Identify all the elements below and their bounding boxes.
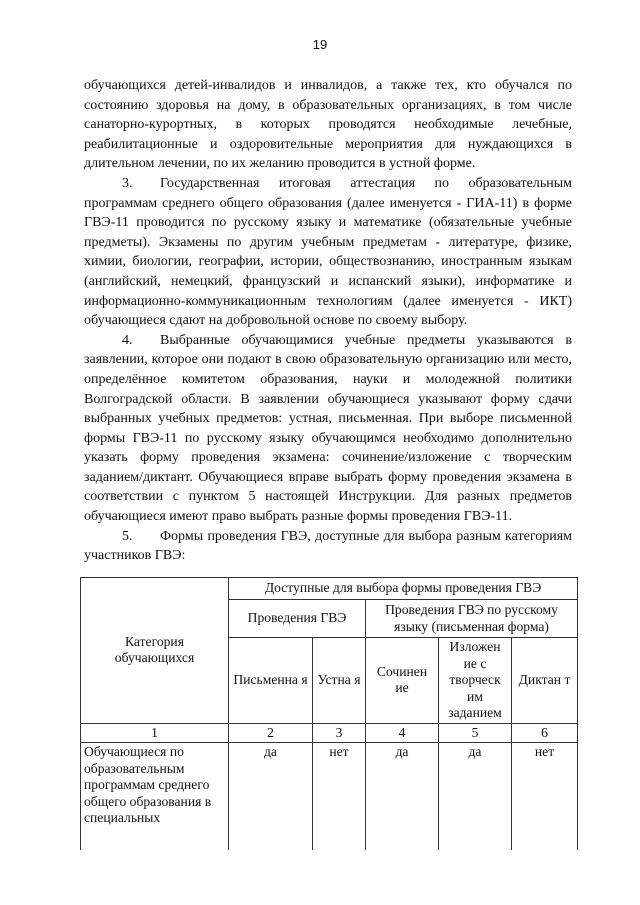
value-cell: нет [512,743,578,850]
body-text [84,76,572,566]
paragraph-4 [84,331,572,527]
column-header-essay: Сочинен ие [366,638,439,724]
value-cell: да [366,743,439,850]
exam-forms-table [80,577,578,850]
paragraph-number: 5. [122,528,133,544]
value-cell: да [229,743,313,850]
column-number: 2 [229,723,313,743]
column-header-exposition: Изложен ие с творческ им заданием [439,638,512,724]
paragraph-continuation: обучающихся детей-инвалидов и инвалидов, а также тех, кто обучался по состоянию здоровья на дому, в образовательных организациях, в том числе санаторно-курортных, в которых проводятся необходимые лечебные, реабилитационные и оздоровительные мероприятия для нуждающихся в длительном лечении, по их желанию проводится в устной форме. [84,78,572,172]
column-number: 3 [313,723,366,743]
category-cell: Обучающиеся по образовательным программам среднего общего образования в специальных [81,743,229,850]
paragraph-5 [84,527,572,566]
column-header-written: Письменна я [229,638,313,724]
gve-header: Проведения ГВЭ [229,600,366,638]
column-header-dictation: Диктан т [512,638,578,724]
paragraph-number: 4. [122,332,133,348]
column-header-oral: Устна я [313,638,366,724]
column-number: 4 [366,723,439,743]
column-number: 5 [439,723,512,743]
column-number: 6 [512,723,578,743]
column-number: 1 [81,723,229,743]
paragraph-text: Государственная итоговая аттестация по образовательным программам среднего общего образования (далее именуется - ГИА-11) в форме ГВЭ-11 проводится по русскому языку и математике (обязательные учебные предметы). Экзамены по другим учебным предметам - литературе, физике, химии, биологии, географии, истории, обществознанию, иностранным языкам (английский, немецкий, французский и испанский языки), информатике и информационно-коммуникационным технологиям (далее именуется - ИКТ) обучающиеся сдают на добровольной основе по своему выбору. [84,175,572,329]
value-cell: да [439,743,512,850]
paragraph-text: Выбранные обучающимися учебные предметы указываются в заявлении, которое они подают в свою образовательную организацию или место, определённое комитетом образования, науки и молодежной политики Волгоградской области. В заявлении обучающиеся указывают форму сдачи выбранных учебных предметов: устная, письменная. При выборе письменной формы ГВЭ-11 по русскому языку обучающимся необходимо дополнительно указать форму проведения экзамена: сочинение/изложение с творческим заданием/диктант. Обучающиеся вправе выбрать форму проведения экзамена в соответствии с пунктом 5 настоящей Инструкции. Для разных предметов обучающиеся имеют право выбрать разные формы проведения ГВЭ-11. [84,332,572,525]
paragraph-number: 3. [122,175,133,191]
forms-header: Доступные для выбора формы проведения ГВЭ [229,578,578,600]
russian-header: Проведения ГВЭ по русскому языку (письменная форма) [366,600,578,638]
paragraph-text: Формы проведения ГВЭ, доступные для выбора разным категориям участников ГВЭ: [84,528,572,564]
page-number: 19 [312,37,328,52]
value-cell: нет [313,743,366,850]
paragraph-3 [84,174,572,331]
category-header: Категория обучающихся [81,578,229,724]
table-row [81,743,578,850]
